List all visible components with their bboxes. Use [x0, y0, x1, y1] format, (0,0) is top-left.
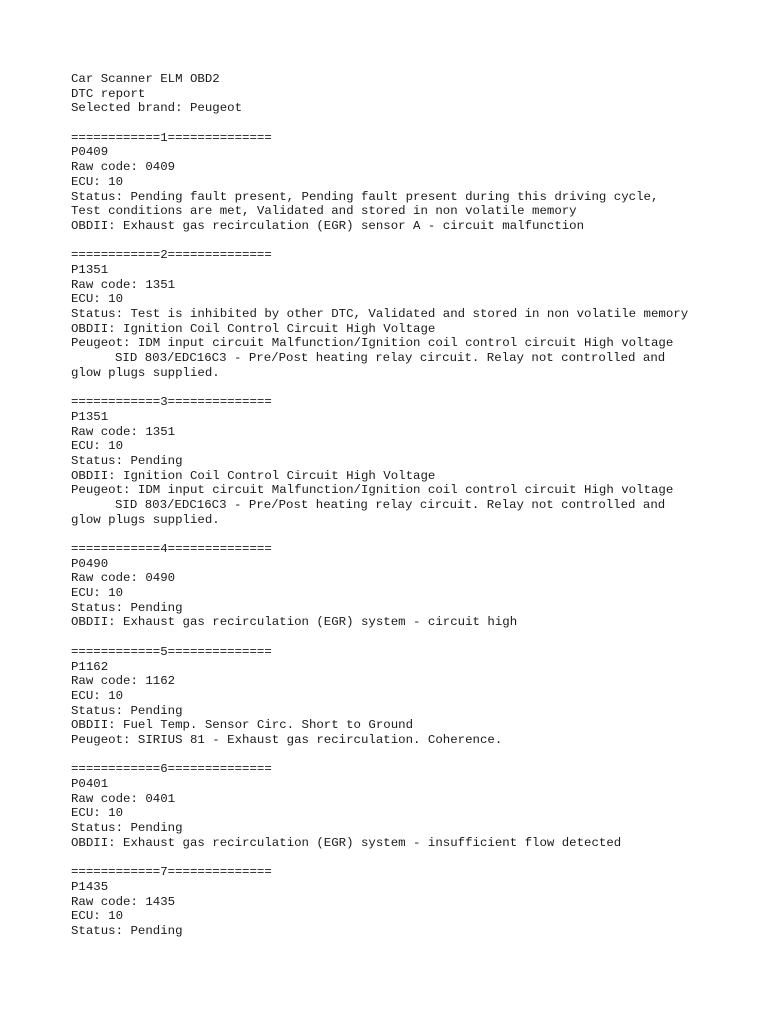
entry-separator: ============4============== — [71, 542, 272, 556]
ecu: ECU: 10 — [71, 292, 124, 307]
peugeot-description-continued: SID 803/EDC16C3 - Pre/Post heating relay circuit. Relay not controlled and — [115, 351, 666, 366]
dtc-code: P0409 — [71, 145, 109, 160]
app-name: Car Scanner ELM OBD2 — [71, 72, 220, 86]
ecu: ECU: 10 — [71, 586, 124, 601]
raw-code: Raw code: 0490 — [71, 571, 176, 586]
dtc-code: P1351 — [71, 262, 109, 277]
dtc-report-text — [71, 72, 751, 939]
blank-line — [71, 380, 751, 395]
dtc-code: P0401 — [71, 777, 109, 791]
obdii-description: OBDII: Exhaust gas recirculation (EGR) system - circuit high — [71, 615, 518, 630]
ecu: ECU: 10 — [71, 174, 124, 189]
dtc-entry-2 — [71, 248, 751, 380]
ecu: ECU: 10 — [71, 439, 124, 454]
blank-line — [71, 527, 751, 542]
raw-code: Raw code: 1435 — [71, 894, 176, 909]
status-line: Status: Pending fault present, Pending fault present during this driving cycle, — [71, 189, 659, 204]
blank-line — [71, 630, 751, 645]
blank-line — [71, 850, 751, 865]
dtc-code: P1351 — [71, 409, 109, 424]
ecu: ECU: 10 — [71, 688, 124, 703]
obdii-description: OBDII: Fuel Temp. Sensor Circ. Short to Ground — [71, 718, 414, 733]
selected-brand: Selected brand: Peugeot — [71, 101, 243, 116]
entry-separator: ============1============== — [71, 130, 272, 145]
status-line: Status: Pending — [71, 703, 183, 718]
dtc-entry-4 — [71, 542, 751, 630]
entry-separator: ============6============== — [71, 762, 272, 777]
dtc-code: P0490 — [71, 556, 109, 571]
entry-separator: ============3============== — [71, 395, 272, 410]
status-line: Status: Pending — [71, 600, 183, 615]
ecu: ECU: 10 — [71, 806, 124, 821]
entry-separator: ============5============== — [71, 644, 272, 659]
status-line-continued: Test conditions are met, Validated and stored in non volatile memory — [71, 204, 577, 219]
status-line: Status: Pending — [71, 821, 183, 836]
peugeot-description-continued: SID 803/EDC16C3 - Pre/Post heating relay circuit. Relay not controlled and — [115, 497, 666, 512]
ecu: ECU: 10 — [71, 909, 124, 924]
dtc-entry-1 — [71, 131, 751, 234]
report-type: DTC report — [71, 86, 146, 101]
dtc-code: P1435 — [71, 879, 109, 894]
peugeot-description: Peugeot: IDM input circuit Malfunction/Ignition coil control circuit High voltage — [71, 483, 674, 498]
peugeot-description: Peugeot: IDM input circuit Malfunction/Ignition coil control circuit High voltage — [71, 336, 674, 351]
raw-code: Raw code: 1351 — [71, 277, 176, 292]
raw-code: Raw code: 1351 — [71, 424, 176, 439]
dtc-entry-5 — [71, 645, 751, 748]
status-line: Status: Pending — [71, 923, 183, 938]
peugeot-description-end: glow plugs supplied. — [71, 365, 220, 380]
entry-separator: ============7============== — [71, 865, 272, 880]
blank-line — [71, 748, 751, 763]
entry-separator: ============2============== — [71, 248, 272, 263]
status-line: Status: Test is inhibited by other DTC, Validated and stored in non volatile memory — [71, 307, 689, 321]
obdii-description: OBDII: Exhaust gas recirculation (EGR) system - insufficient flow detected — [71, 835, 622, 850]
obdii-description: OBDII: Ignition Coil Control Circuit High Voltage — [71, 468, 436, 483]
dtc-entry-6 — [71, 762, 751, 850]
raw-code: Raw code: 1162 — [71, 674, 176, 689]
dtc-entry-3 — [71, 395, 751, 527]
obdii-description: OBDII: Exhaust gas recirculation (EGR) sensor A - circuit malfunction — [71, 218, 585, 233]
blank-line — [71, 234, 751, 249]
dtc-entry-7 — [71, 865, 751, 938]
raw-code: Raw code: 0409 — [71, 160, 176, 175]
obdii-description: OBDII: Ignition Coil Control Circuit High Voltage — [71, 321, 436, 336]
blank-line — [71, 116, 751, 131]
status-line: Status: Pending — [71, 453, 183, 468]
peugeot-description: Peugeot: SIRIUS 81 - Exhaust gas recirculation. Coherence. — [71, 732, 503, 747]
raw-code: Raw code: 0401 — [71, 791, 176, 806]
dtc-code: P1162 — [71, 659, 109, 674]
peugeot-description-end: glow plugs supplied. — [71, 512, 220, 527]
